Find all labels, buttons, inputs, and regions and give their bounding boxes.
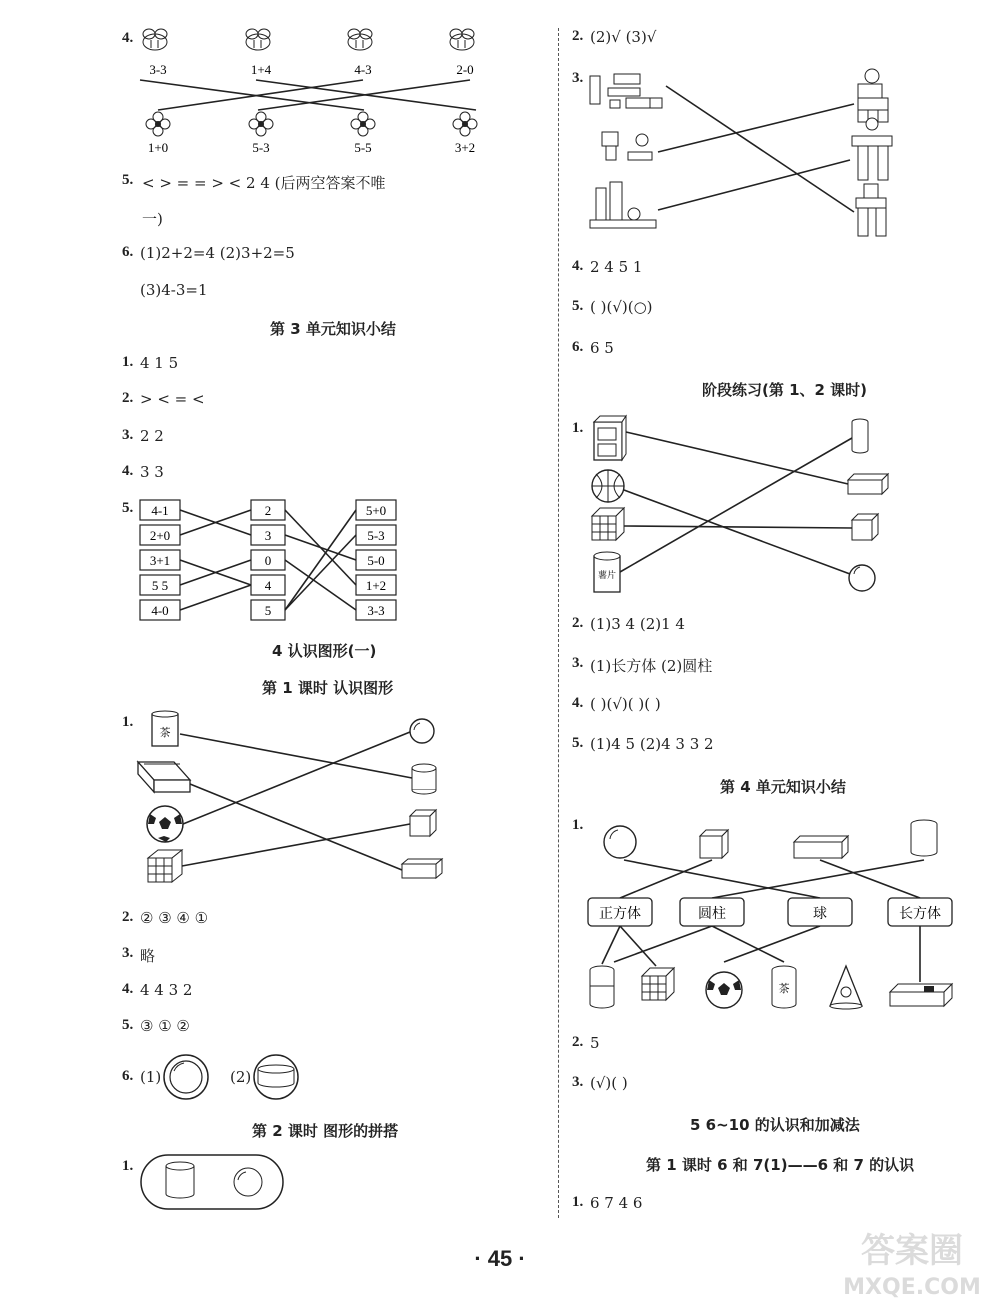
shape-classification-diagram <box>584 812 974 1024</box>
question-number: 5. <box>122 172 134 188</box>
question-number: 3. <box>572 70 584 86</box>
section-title: 第 3 单元知识小结 <box>270 320 396 338</box>
answer-text: 2 2 <box>140 427 164 445</box>
lesson-title: 第 1 课时 6 和 7(1)——6 和 7 的认识 <box>646 1156 915 1174</box>
category-box <box>588 898 652 926</box>
chip-can-icon <box>594 552 620 592</box>
question-number: 5. <box>572 735 584 751</box>
ring-outline-icon <box>162 1053 212 1101</box>
tower-structure-icon <box>858 69 888 122</box>
gift-box-icon <box>890 984 952 1006</box>
question-number: 3. <box>122 427 134 443</box>
section-title: 阶段练习(第 1、2 课时) <box>702 381 868 399</box>
answer-text: ③ ① ② <box>140 1017 190 1035</box>
tea-label: 茶 <box>778 983 790 995</box>
bee-label: 4-3 <box>354 62 372 77</box>
flower-label: 1+0 <box>147 140 169 155</box>
block-set-icon <box>590 182 656 228</box>
answer-text: 略 <box>140 947 156 965</box>
block-set-icon <box>590 74 662 108</box>
box-column-3 <box>356 500 396 620</box>
answer-text: 4 4 3 2 <box>140 981 193 999</box>
question-number: 2. <box>122 390 134 406</box>
page-number: · 45 · <box>474 1246 526 1271</box>
box-label: 5-0 <box>367 553 385 568</box>
box-label: 5 5 <box>151 578 169 593</box>
answer-text: ( )(√)( )( ) <box>590 695 661 713</box>
cylinder-icon <box>852 419 868 453</box>
box-label: 3-3 <box>367 603 385 618</box>
question-number: 4. <box>572 258 584 274</box>
question-number: 6. <box>572 339 584 355</box>
answer-text: 6 7 4 6 <box>590 1194 643 1212</box>
shape-outline-pill <box>138 1152 288 1214</box>
match-lines <box>658 86 854 212</box>
flower-icon <box>351 112 375 136</box>
rubiks-cube-icon <box>642 968 674 1000</box>
box-label: 0 <box>264 553 272 568</box>
question-number: 2. <box>572 1034 584 1050</box>
box-column-1 <box>140 500 180 620</box>
answer-text: (1)2+2=4 (2)3+2=5 <box>140 244 295 262</box>
bee-label: 1+4 <box>250 62 272 77</box>
answer-text: ( )(√)(○) <box>590 298 653 316</box>
answer-text: (√)( ) <box>590 1074 628 1092</box>
question-number: 1. <box>572 420 584 436</box>
question-number: 3. <box>572 1074 584 1090</box>
answer-label: (2) <box>230 1068 252 1086</box>
flower-icon <box>146 112 170 136</box>
cabinet-icon <box>594 416 626 460</box>
object-shape-matching <box>586 412 906 600</box>
question-number: 1. <box>572 1194 584 1210</box>
box-label: 5+0 <box>365 503 387 518</box>
box-label: 1+2 <box>365 578 387 593</box>
flower-icon <box>453 112 477 136</box>
category-box <box>788 898 852 926</box>
right-column <box>562 0 1000 1230</box>
question-number: 1. <box>572 817 584 833</box>
box-label: 4-0 <box>151 603 169 618</box>
question-number: 1. <box>122 354 134 370</box>
match-lines <box>620 432 852 574</box>
question-number: 5. <box>122 500 134 516</box>
question-number: 4. <box>572 695 584 711</box>
answer-text: (1)4 5 (2)4 3 3 2 <box>590 735 714 753</box>
answer-text: (2)√ (3)√ <box>590 28 657 46</box>
block-set-icon <box>602 132 652 160</box>
question-number: 2. <box>572 28 584 44</box>
answer-text: 6 5 <box>590 339 614 357</box>
cylinder-in-circle-icon <box>252 1053 302 1101</box>
cylinder-icon <box>911 820 937 856</box>
flower-icons <box>146 112 477 136</box>
bee-label: 2-0 <box>456 62 474 77</box>
bee-icon <box>246 29 270 50</box>
question-number: 3. <box>122 945 134 961</box>
question-number: 3. <box>572 655 584 671</box>
box-label: 5 <box>264 603 272 618</box>
chapter-title: 4 认识图形(一) <box>272 642 377 660</box>
number-box-matching <box>138 497 400 625</box>
question-number: 4. <box>122 463 134 479</box>
box-label: 4 <box>264 578 272 593</box>
category-box <box>888 898 952 926</box>
lesson-title: 第 2 课时 图形的拼搭 <box>252 1122 399 1140</box>
basketball-icon <box>592 470 624 502</box>
flower-icon <box>249 112 273 136</box>
question-number: 6. <box>122 1068 134 1084</box>
answer-label: (1) <box>140 1068 162 1086</box>
question-number: 1. <box>122 1158 134 1174</box>
answer-text: 5 <box>590 1034 600 1052</box>
category-label: 长方体 <box>899 907 941 922</box>
box-label: 2+0 <box>149 528 171 543</box>
cuboid-icon <box>402 859 442 878</box>
box-label: 4-1 <box>151 503 169 518</box>
category-label: 正方体 <box>599 907 641 922</box>
question-number: 2. <box>122 909 134 925</box>
question-number: 4. <box>122 30 134 46</box>
tea-label: 茶 <box>159 727 171 739</box>
bee-icon <box>348 29 372 50</box>
gate-structure-icon <box>856 184 886 236</box>
answer-text: (1)3 4 (2)1 4 <box>590 615 685 633</box>
block-structure-matching <box>588 64 928 242</box>
rubiks-cube-icon <box>592 508 624 540</box>
question-number: 6. <box>122 244 134 260</box>
match-lines <box>140 80 476 110</box>
cylinder-icon <box>412 764 436 794</box>
table-structure-icon <box>852 118 892 180</box>
lesson-title: 第 1 课时 认识图形 <box>262 679 394 697</box>
question-number: 4. <box>122 981 134 997</box>
chip-can-label: 薯片 <box>597 570 617 580</box>
answer-text: 3 3 <box>140 463 164 481</box>
category-label: 圆柱 <box>698 907 726 922</box>
sphere-icon <box>410 719 434 743</box>
answer-text: (1)长方体 (2)圆柱 <box>590 657 713 675</box>
box-label: 5-3 <box>367 528 385 543</box>
answer-text: 一) <box>142 210 163 228</box>
answer-text: > < = < <box>140 390 205 408</box>
answer-text: ② ③ ④ ① <box>140 909 209 927</box>
tea-can-icon <box>152 711 178 746</box>
watermark-top-text: 答案圈 <box>861 1231 963 1271</box>
question-number: 5. <box>572 298 584 314</box>
cuboid-icon <box>794 836 848 858</box>
bee-label: 3-3 <box>149 62 167 77</box>
cup-icon <box>590 966 614 1008</box>
answer-text: (3)4-3=1 <box>140 281 208 299</box>
match-lines <box>180 732 412 870</box>
rubiks-cube-icon <box>148 850 182 882</box>
question-number: 5. <box>122 1017 134 1033</box>
sphere-icon <box>604 826 636 858</box>
box-label: 3+1 <box>149 553 171 568</box>
party-hat-icon <box>830 966 862 1009</box>
soccer-ball-icon <box>147 806 183 842</box>
category-box <box>680 898 744 926</box>
watermark-logo <box>828 1222 996 1304</box>
box-package-icon <box>138 762 190 792</box>
section-title: 第 4 单元知识小结 <box>720 778 846 796</box>
answer-text: < > = = > < 2 4 (后两空答案不唯 <box>142 174 386 192</box>
chapter-title: 5 6~10 的认识和加减法 <box>690 1116 860 1134</box>
soccer-ball-icon <box>706 972 742 1008</box>
cuboid-icon <box>848 474 888 494</box>
cube-icon <box>852 514 878 540</box>
box-label: 3 <box>264 528 272 543</box>
cube-icon <box>410 810 436 836</box>
flower-label: 5-5 <box>354 140 372 155</box>
flower-label: 5-3 <box>252 140 270 155</box>
tea-can-icon <box>772 966 796 1008</box>
bee-flower-matching <box>130 24 490 164</box>
bee-icon <box>143 29 167 50</box>
category-label: 球 <box>813 907 827 922</box>
flower-label: 3+2 <box>454 140 476 155</box>
question-number: 2. <box>572 615 584 631</box>
bee-icons <box>143 29 474 50</box>
shape-matching <box>130 706 450 892</box>
answer-text: 4 1 5 <box>140 354 179 372</box>
box-column-2 <box>251 500 285 620</box>
box-label: 2 <box>264 503 272 518</box>
bee-icon <box>450 29 474 50</box>
sphere-icon <box>849 565 875 591</box>
question-number: 1. <box>122 714 134 730</box>
cube-icon <box>700 830 728 858</box>
answer-text: 2 4 5 1 <box>590 258 643 276</box>
watermark-bottom-text: MXQE.COM <box>843 1275 981 1300</box>
